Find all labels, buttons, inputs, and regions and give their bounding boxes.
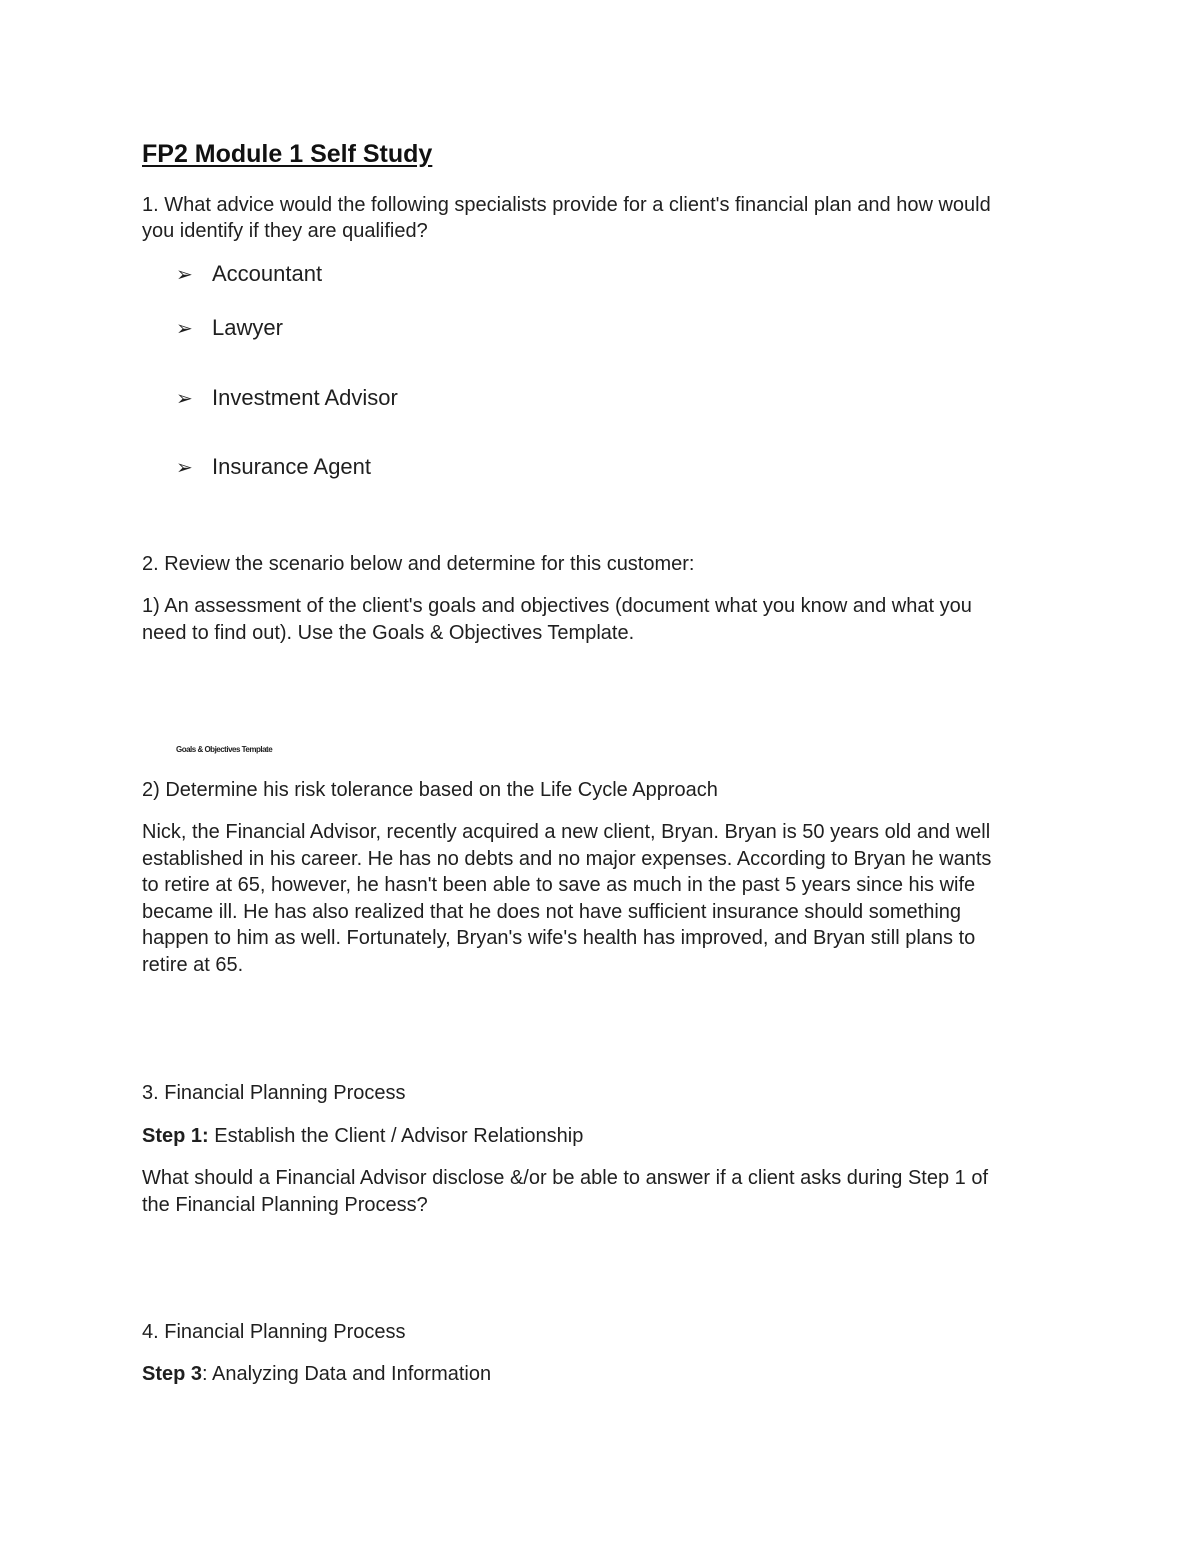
question-2-item-1-line-1: 1) An assessment of the client's goals and objectives (document what you know and what you <box>142 595 972 617</box>
page-title: FP2 Module 1 Self Study <box>142 140 433 168</box>
question-3-heading: 3. Financial Planning Process <box>142 1082 406 1104</box>
bullet-label: Insurance Agent <box>212 454 372 479</box>
scenario-line: established in his career. He has no debts and no major expenses. According to Bryan he wants <box>142 848 992 870</box>
scenario-line: to retire at 65, however, he hasn't been able to save as much in the past 5 years since his wife <box>142 874 976 896</box>
bullet-accountant <box>176 260 322 289</box>
step-label: Step 1: <box>142 1125 209 1147</box>
arrow-bullet-icon: ➢ <box>176 264 193 286</box>
question-3-line-2: the Financial Planning Process? <box>142 1194 428 1216</box>
bullet-label: Accountant <box>212 261 323 286</box>
question-2-item-1-line-2: need to find out). Use the Goals & Objectives Template. <box>142 622 635 644</box>
question-2-intro: 2. Review the scenario below and determine for this customer: <box>142 553 695 575</box>
step-text: : Analyzing Data and Information <box>202 1363 492 1385</box>
bullet-lawyer <box>176 314 283 343</box>
embedded-template-link[interactable]: Goals & Objectives Template <box>176 745 273 754</box>
bullet-investment-advisor <box>176 384 398 413</box>
bullet-insurance-agent <box>176 453 371 482</box>
arrow-bullet-icon: ➢ <box>176 318 193 340</box>
question-3-line-1: What should a Financial Advisor disclose &/or be able to answer if a client asks during Step 1 of <box>142 1167 989 1189</box>
question-4-step <box>142 1361 491 1388</box>
scenario-line: became ill. He has also realized that he does not have sufficient insurance should something <box>142 901 962 923</box>
question-2-item-2: 2) Determine his risk tolerance based on the Life Cycle Approach <box>142 779 718 801</box>
scenario-line: Nick, the Financial Advisor, recently acquired a new client, Bryan. Bryan is 50 years old and well <box>142 821 991 843</box>
step-text: Establish the Client / Advisor Relationship <box>208 1125 584 1147</box>
arrow-bullet-icon: ➢ <box>176 388 193 410</box>
question-1-line-2: you identify if they are qualified? <box>142 220 428 242</box>
question-3-step <box>142 1123 583 1150</box>
bullet-label: Lawyer <box>212 315 283 340</box>
bullet-label: Investment Advisor <box>212 385 398 410</box>
arrow-bullet-icon: ➢ <box>176 457 193 479</box>
step-label: Step 3 <box>142 1363 203 1385</box>
scenario-line: retire at 65. <box>142 954 244 976</box>
question-4-heading: 4. Financial Planning Process <box>142 1321 406 1343</box>
scenario-line: happen to him as well. Fortunately, Bryan's wife's health has improved, and Bryan still plans to <box>142 927 976 949</box>
question-1-line-1: 1. What advice would the following specialists provide for a client's financial plan and how would <box>142 194 991 216</box>
